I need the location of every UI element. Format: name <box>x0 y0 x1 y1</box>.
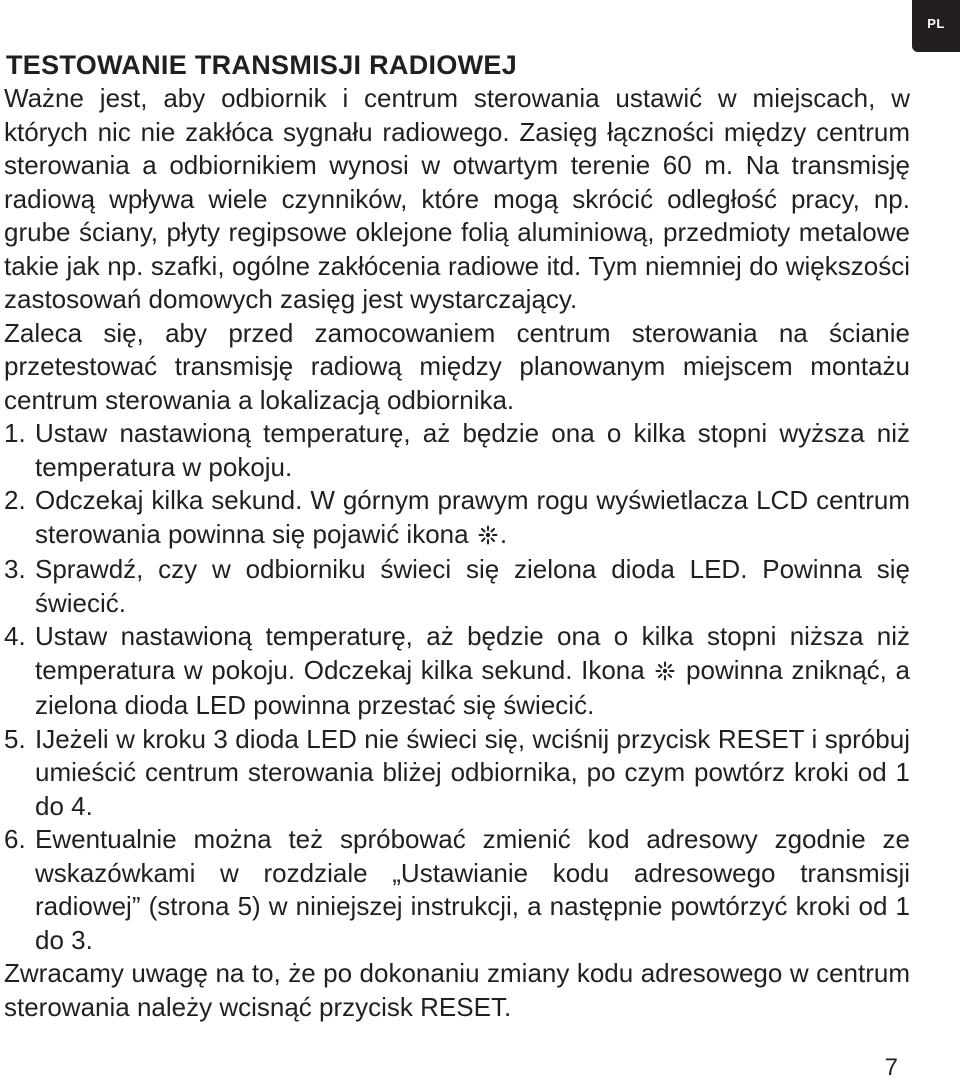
list-item <box>4 553 910 620</box>
list-item <box>4 823 910 957</box>
radio-transmission-icon <box>655 656 675 690</box>
intro-paragraph: Ważne jest, aby odbiornik i centrum sterowania ustawić w miejscach, w których nic nie zakłóca sygnału radiowego. Zasięg łączności między centrum sterowania a odbiornikiem wynosi w otwartym terenie 60 m. Na transmisję radiową wpływa wiele czynników, które mogą skrócić odległość pracy, np. grube ściany, płyty regipsowe oklejone folią aluminiową, przedmioty metalowe takie jak np. szafki, ogólne zakłócenia radiowe itd. Tym niemniej do większości zastosowań domowych zasięg jest wystarczający. <box>4 83 910 314</box>
section-title: TESTOWANIE TRANSMISJI RADIOWEJ <box>6 50 518 80</box>
list-item <box>4 723 910 824</box>
step-text-before-icon: Ustaw nastawioną temperaturę, aż będzie ona o kilka stopni niższa niż temperatura w pokoju. Odczekaj kilka sekund. Ikona <box>35 621 910 685</box>
step-text: Ustaw nastawioną temperaturę, aż będzie ona o kilka stopni wyższa niż temperatura w pokoju. <box>35 418 910 482</box>
step-number: 3. <box>4 554 26 584</box>
list-item <box>4 620 910 723</box>
radio-transmission-icon <box>478 520 498 554</box>
step-text <box>35 484 910 553</box>
step-text: IJeżeli w kroku 3 dioda LED nie świeci się, wciśnij przycisk RESET i spróbuj umieścić centrum sterowania bliżej odbiornika, po czym powtórz kroki od 1 do 4. <box>35 723 910 821</box>
step-number: 4. <box>4 621 26 651</box>
step-text-after-icon: powinna zniknąć, a zielona dioda LED powinna przestać się świecić. <box>35 654 911 720</box>
step-number: 2. <box>4 485 26 515</box>
step-text: Ewentualnie można też spróbować zmienić kod adresowy zgodnie ze wskazówkami w rozdziale „Ustawianie kodu adresowego transmisji radiowej” (strona 5) w niniejszej instrukcji, a następnie powtórzyć kroki od 1 do 3. <box>35 824 910 955</box>
step-text: Sprawdź, czy w odbiorniku świeci się zielona dioda LED. Powinna się świecić. <box>35 554 910 618</box>
list-item <box>4 484 910 553</box>
test-steps-list <box>4 417 910 957</box>
step-number: 1. <box>4 418 26 448</box>
step-text-after-icon: . <box>499 518 508 549</box>
recommendation-paragraph: Zaleca się, aby przed zamocowaniem centrum sterowania na ścianie przetestować transmisję radiową między planowanym miejscem montażu centrum sterowania a lokalizacją odbiornika. <box>4 317 910 415</box>
language-label: PL <box>927 15 945 31</box>
step-text-before-icon: Odczekaj kilka sekund. W górnym prawym rogu wyświetlacza LCD centrum sterowania powinna się pojawić ikona <box>35 485 910 549</box>
page-number: 7 <box>884 1054 898 1081</box>
step-number: 5. <box>4 723 26 754</box>
closing-paragraph: Zwracamy uwagę na to, że po dokonaniu zmiany kodu adresowego w centrum sterowania należy wcisnąć przycisk RESET. <box>4 958 910 1022</box>
list-item <box>4 417 910 484</box>
page-content <box>4 48 910 1024</box>
language-tab <box>912 0 960 52</box>
step-number: 6. <box>4 824 26 854</box>
step-text <box>35 620 910 723</box>
